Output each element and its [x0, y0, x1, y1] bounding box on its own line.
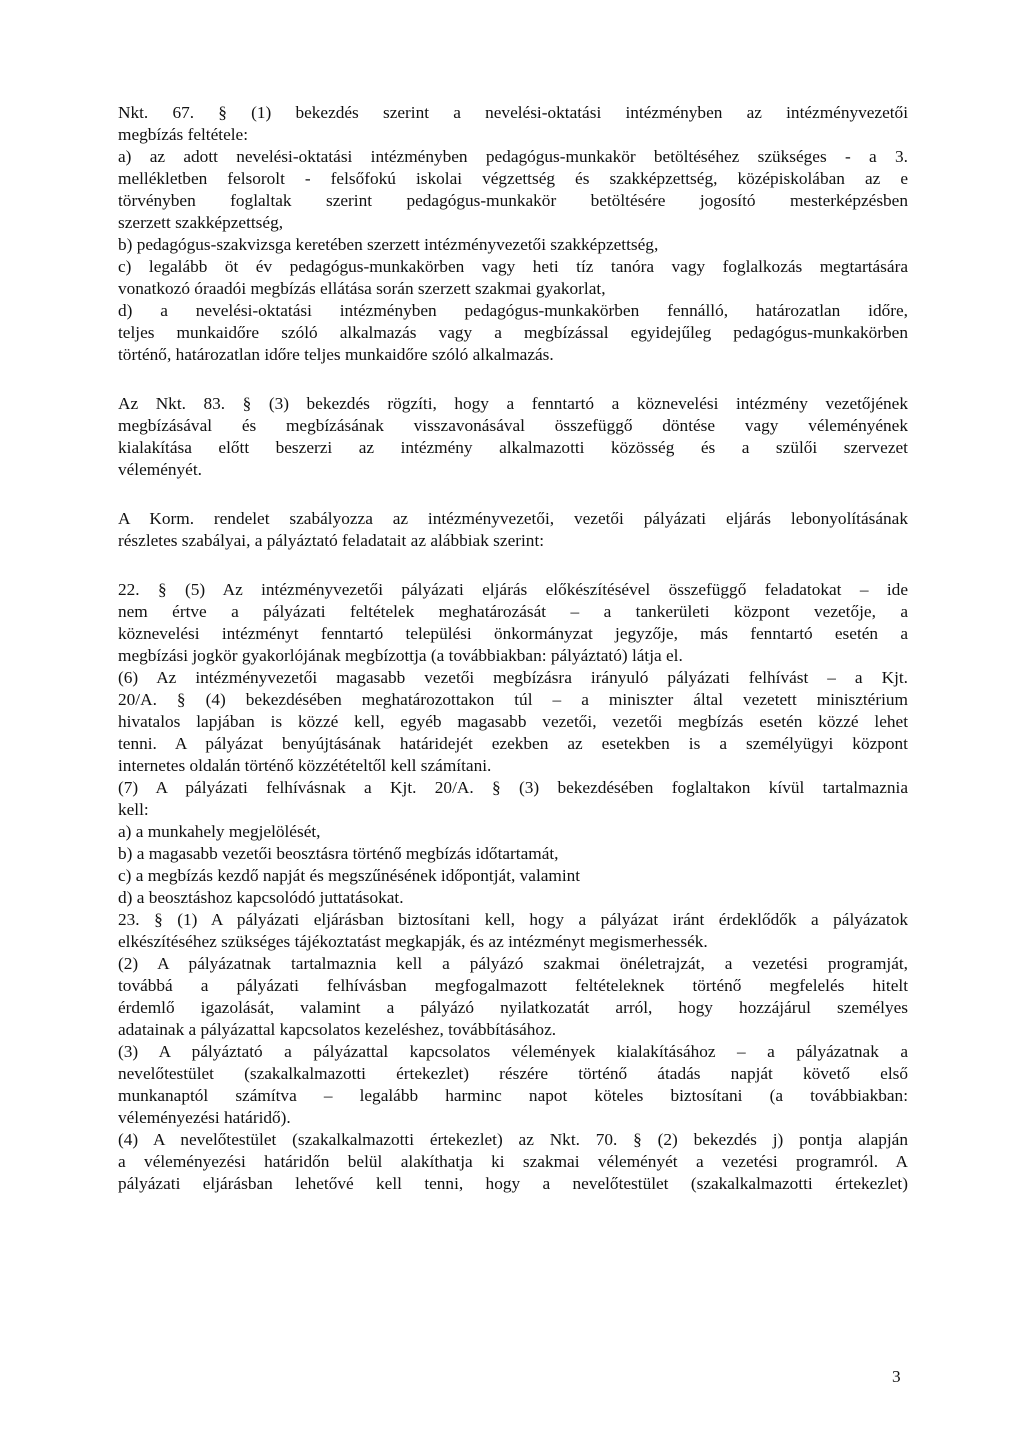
text-line: d) a beosztáshoz kapcsolódó juttatásokat. — [118, 888, 404, 907]
text-line: internetes oldalán történő közzétételtől kell számítani. — [118, 756, 492, 775]
text-line: A Korm. rendelet szabályozza az intézményvezetői, vezetői pályázati eljárás lebonyolításának — [118, 509, 908, 528]
paragraph-gap — [118, 366, 908, 393]
text-line: törvényben foglaltak szerint pedagógus-munkakör betöltésére jogosító mesterképzésben — [118, 191, 908, 210]
text-line: mellékletben felsorolt - felsőfokú iskolai végzettség és szakképzettség, középiskolában az e — [118, 169, 908, 188]
text-line: szerzett szakképzettség, — [118, 213, 284, 232]
document-body — [118, 102, 908, 1195]
text-line: hivatalos lapjában is közzé kell, egyéb magasabb vezetői, vezetői megbízás esetén közzé lehet — [118, 712, 908, 731]
text-line: nem értve a pályázati feltételek meghatározását – a tankerületi központ vezetője, a — [118, 602, 908, 621]
text-line: pályázati eljárásban lehetővé kell tenni, hogy a nevelőtestület (szakalkalmazotti értekezlet) — [118, 1174, 908, 1193]
text-line: kell: — [118, 800, 149, 819]
text-line: a véleményezési határidőn belül alakíthatja ki szakmai véleményét a vezetési programról. A — [118, 1152, 908, 1171]
paragraph-nkt-67 — [118, 102, 908, 366]
page-number: 3 — [892, 1367, 901, 1386]
paragraph-gap — [118, 552, 908, 579]
text-line: Nkt. 67. § (1) bekezdés szerint a nevelési-oktatási intézményben az intézményvezetői — [118, 103, 908, 122]
paragraph-korm-rendelet — [118, 508, 908, 552]
text-line: vonatkozó óraadói megbízás ellátása során szerzett szakmai gyakorlat, — [118, 279, 606, 298]
text-line: tenni. A pályázat benyújtásának határidejét ezekben az esetekben is a személyügyi központ — [118, 734, 908, 753]
text-line: 20/A. § (4) bekezdésében meghatározottakon túl – a miniszter által vezetett minisztérium — [118, 690, 908, 709]
text-line: megbízás feltétele: — [118, 125, 249, 144]
text-line: kialakítása előtt beszerzi az intézmény alkalmazotti közösség és a szülői szervezet — [118, 438, 908, 457]
text-line: 23. § (1) A pályázati eljárásban biztosítani kell, hogy a pályázat iránt érdeklődők a pályázatok — [118, 910, 908, 929]
text-line: 22. § (5) Az intézményvezetői pályázati eljárás előkészítésével összefüggő feladatokat – ide — [118, 580, 908, 599]
text-line: (3) A pályáztató a pályázattal kapcsolatos vélemények kialakításához – a pályázatnak a — [118, 1042, 908, 1061]
text-line: a) az adott nevelési-oktatási intézményben pedagógus-munkakör betöltéséhez szükséges - a 3. — [118, 147, 908, 166]
text-line: (4) A nevelőtestület (szakalkalmazotti értekezlet) az Nkt. 70. § (2) bekezdés j) pontja alapján — [118, 1130, 908, 1149]
text-line: érdemlő igazolását, valamint a pályázó nyilatkozatát arról, hogy hozzájárul személyes — [118, 998, 908, 1017]
text-line: továbbá a pályázati felhívásban megfogalmazott feltételeknek történő megfelelés hitelt — [118, 976, 908, 995]
text-line: részletes szabályai, a pályáztató feladatait az alábbiak szerint: — [118, 531, 545, 550]
document-page — [118, 102, 908, 1195]
text-line: megbízásával és megbízásának visszavonásával összefüggő döntése vagy véleményének — [118, 416, 908, 435]
text-line: b) a magasabb vezetői beosztásra történő megbízás időtartamát, — [118, 844, 559, 863]
text-line: c) legalább öt év pedagógus-munkakörben vagy heti tíz tanóra vagy foglalkozás megtartására — [118, 257, 908, 276]
text-line: (7) A pályázati felhívásnak a Kjt. 20/A. § (3) bekezdésében foglaltakon kívül tartalmaznia — [118, 778, 908, 797]
text-line: történő, határozatlan időre teljes munkaidőre szóló alkalmazás. — [118, 345, 554, 364]
text-line: (2) A pályázatnak tartalmaznia kell a pályázó szakmai önéletrajzát, a vezetési programját, — [118, 954, 908, 973]
text-line: a) a munkahely megjelölését, — [118, 822, 321, 841]
text-line: megbízási jogkör gyakorlójának megbízottja (a továbbiakban: pályáztató) látja el. — [118, 646, 683, 665]
text-line: véleményét. — [118, 460, 202, 479]
text-line: teljes munkaidőre szóló alkalmazás vagy a megbízással egyidejűleg pedagógus-munkakörben — [118, 323, 908, 342]
text-line: elkészítéséhez szükséges tájékoztatást megkapják, és az intézményt megismerhessék. — [118, 932, 708, 951]
text-line: nevelőtestület (szakalkalmazotti értekezlet) részére történő átadás napját követő első — [118, 1064, 908, 1083]
text-line: b) pedagógus-szakvizsga keretében szerzett intézményvezetői szakképzettség, — [118, 235, 659, 254]
text-line: d) a nevelési-oktatási intézményben pedagógus-munkakörben fennálló, határozatlan időre, — [118, 301, 908, 320]
paragraph-nkt-83 — [118, 393, 908, 481]
paragraph-gap — [118, 481, 908, 508]
text-line: (6) Az intézményvezetői magasabb vezetői megbízásra irányuló pályázati felhívást – a Kjt. — [118, 668, 908, 687]
text-line: véleményezési határidő). — [118, 1108, 291, 1127]
text-line: köznevelési intézményt fenntartó települési önkormányzat jegyzője, más fenntartó esetén a — [118, 624, 908, 643]
text-line: Az Nkt. 83. § (3) bekezdés rögzíti, hogy a fenntartó a köznevelési intézmény vezetőjének — [118, 394, 908, 413]
paragraph-section-22-23 — [118, 579, 908, 1195]
text-line: c) a megbízás kezdő napját és megszűnésének időpontját, valamint — [118, 866, 581, 885]
text-line: munkanaptól számítva – legalább harminc napot köteles biztosítani (a továbbiakban: — [118, 1086, 908, 1105]
text-line: adatainak a pályázattal kapcsolatos kezeléshez, továbbításához. — [118, 1020, 557, 1039]
